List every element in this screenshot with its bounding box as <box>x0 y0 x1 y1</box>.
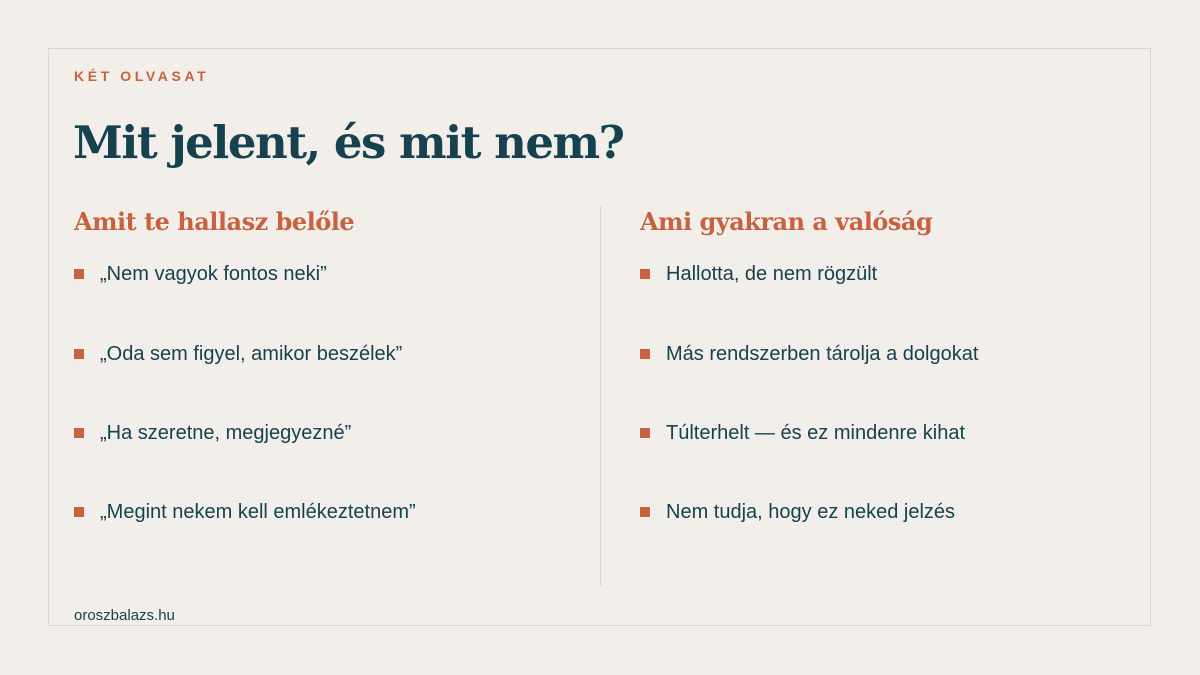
square-bullet-icon <box>74 428 84 438</box>
square-bullet-icon <box>640 269 650 279</box>
right-column-heading: Ami gyakran a valóság <box>640 207 933 236</box>
footer-website-label: oroszbalazs.hu <box>74 607 175 624</box>
square-bullet-icon <box>640 507 650 517</box>
square-bullet-icon <box>640 428 650 438</box>
column-divider <box>600 206 601 586</box>
left-list-item-text: „Megint nekem kell emlékeztetnem” <box>100 501 416 523</box>
square-bullet-icon <box>74 269 84 279</box>
right-list-item-text: Hallotta, de nem rögzült <box>666 263 878 285</box>
left-list-item-text: „Nem vagyok fontos neki” <box>100 263 327 285</box>
left-column-heading: Amit te hallasz belőle <box>74 207 355 236</box>
square-bullet-icon <box>74 349 84 359</box>
right-list-item-text: Túlterhelt — és ez mindenre kihat <box>666 422 966 444</box>
right-list-item-text: Nem tudja, hogy ez neked jelzés <box>666 501 956 523</box>
square-bullet-icon <box>640 349 650 359</box>
square-bullet-icon <box>74 507 84 517</box>
slide-title: Mit jelent, és mit nem? <box>73 116 624 169</box>
right-list-item-text: Más rendszerben tárolja a dolgokat <box>666 343 979 365</box>
eyebrow-label: KÉT OLVASAT <box>74 68 210 84</box>
left-list-item-text: „Ha szeretne, megjegyezné” <box>100 422 352 444</box>
left-list-item-text: „Oda sem figyel, amikor beszélek” <box>100 343 403 365</box>
